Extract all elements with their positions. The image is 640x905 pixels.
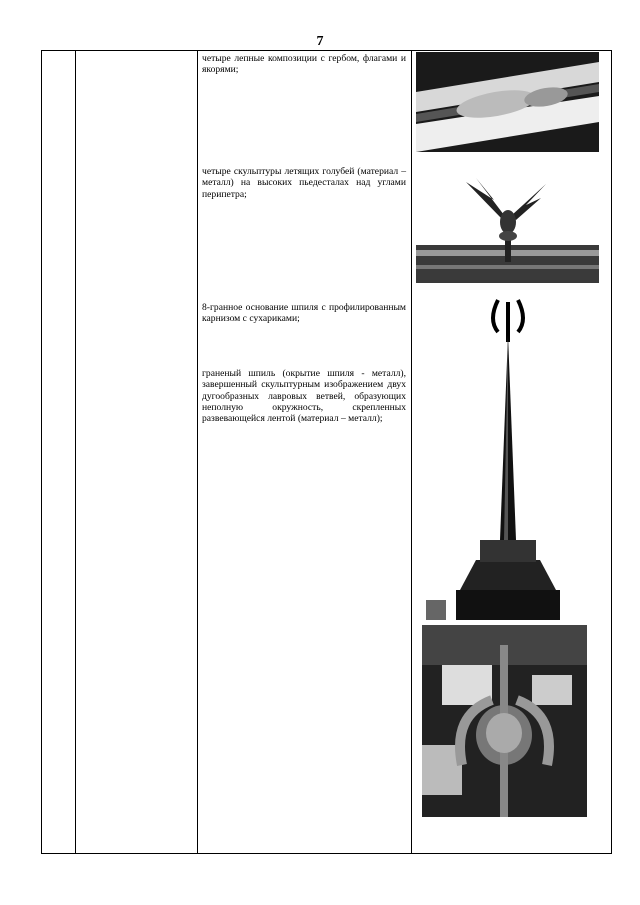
spire-photo	[416, 290, 599, 620]
column-divider	[197, 50, 198, 854]
column-divider	[411, 50, 412, 854]
item-description: четыре скульптуры летящих голубей (материал – металл) на высоких пьедесталах над углами перипетра;	[202, 166, 406, 200]
item-description: граненый шпиль (окрытие шпиля - металл), завершенный скульптурным изображением двух дугообразных лавровых ветвей, образующих неполную окружность, скрепленных развевающейся лентой (материал – металл);	[202, 368, 406, 425]
item-description: 8-гранное основание шпиля с профилированным карнизом с сухариками;	[202, 302, 406, 325]
column-divider	[75, 50, 76, 854]
laurel-wreath-photo	[422, 625, 587, 817]
page-number: 7	[316, 34, 324, 49]
dove-sculpture-photo	[416, 170, 599, 283]
item-description: четыре лепные композиции с гербом, флагами и якорями;	[202, 53, 406, 76]
stucco-composition-photo	[416, 52, 599, 160]
